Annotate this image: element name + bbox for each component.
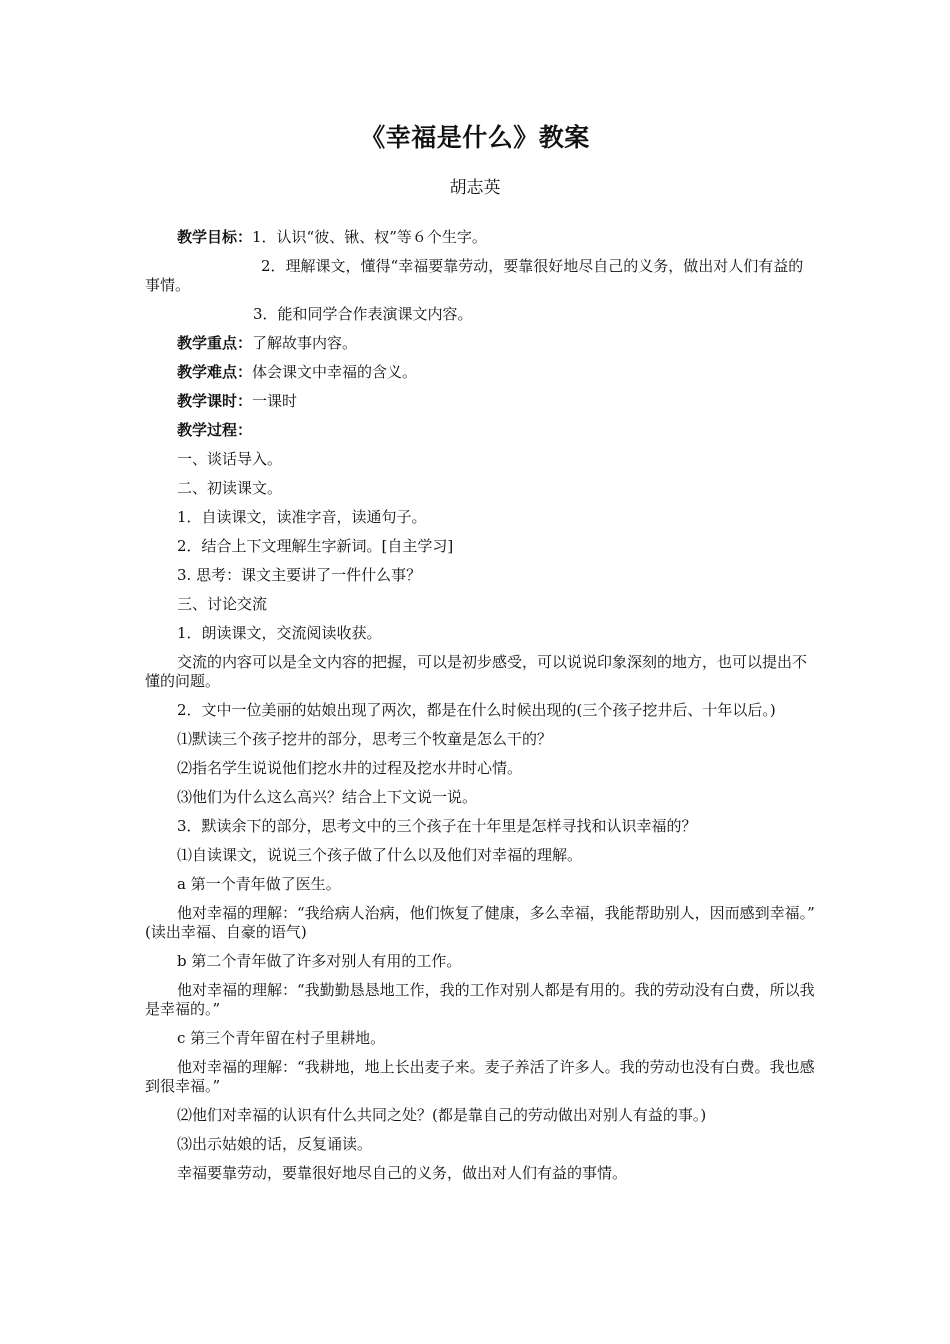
key-point — [145, 334, 815, 353]
process-label: 教学过程： — [177, 421, 253, 439]
process-paragraph: ⑴默读三个孩子挖井的部分，思考三个牧童是怎么干的？ — [177, 730, 553, 748]
process-heading — [145, 421, 815, 440]
process-paragraph: 3. 思考：课文主要讲了一件什么事？ — [177, 566, 422, 584]
process-paragraph: 一、谈话导入。 — [177, 450, 283, 468]
process-paragraph: b 第二个青年做了许多对别人有用的工作。 — [177, 952, 462, 970]
teaching-goal-3: 3．能和同学合作表演课文内容。 — [253, 305, 473, 323]
difficulty-text: 体会课文中幸福的含义。 — [252, 363, 418, 381]
document-title: 《幸福是什么》教案 — [360, 123, 590, 152]
process-paragraph: 他对幸福的理解：“我耕地，地上长出麦子来。麦子养活了许多人。我的劳动也没有白费。我也感到很幸福。” — [145, 1058, 815, 1095]
hours-label: 教学课时： — [177, 392, 253, 410]
author-name: 胡志英 — [449, 178, 501, 198]
process-paragraph: 3．默读余下的部分，思考文中的三个孩子在十年里是怎样寻找和认识幸福的？ — [177, 817, 697, 835]
process-paragraph: 交流的内容可以是全文内容的把握，可以是初步感受，可以说说印象深刻的地方，也可以提出不懂的问题。 — [145, 653, 808, 690]
process-paragraph: 他对幸福的理解：“我给病人治病，他们恢复了健康，多么幸福，我能帮助别人，因而感到幸福。” (读出幸福、自豪的语气) — [145, 904, 815, 941]
process-paragraph: ⑵指名学生说说他们挖水井的过程及挖水井时心情。 — [177, 759, 523, 777]
process-paragraph: 幸福要靠劳动，要靠很好地尽自己的义务，做出对人们有益的事情。 — [177, 1164, 628, 1182]
difficulty — [145, 363, 815, 382]
goal-item-1: 1．认识“彼、锹、杈”等６个生字。 — [252, 228, 487, 246]
goals-label: 教学目标： — [177, 228, 253, 246]
process-paragraph: ⑴自读课文，说说三个孩子做了什么以及他们对幸福的理解。 — [177, 846, 583, 864]
key-point-text: 了解故事内容。 — [252, 334, 358, 352]
process-paragraph: ⑶出示姑娘的话，反复诵读。 — [177, 1135, 373, 1153]
class-hours — [145, 392, 815, 411]
process-paragraph: ⑶他们为什么这么高兴？结合上下文说一说。 — [177, 788, 478, 806]
difficulty-label: 教学难点： — [177, 363, 253, 381]
process-paragraph: a 第一个青年做了医生。 — [177, 875, 341, 893]
lesson-plan-body — [145, 228, 815, 1193]
process-paragraph: 三、讨论交流 — [177, 595, 268, 613]
process-paragraph: 二、初读课文。 — [177, 479, 283, 497]
process-paragraph: 1．朗读课文，交流阅读收获。 — [177, 624, 382, 642]
process-paragraph: ⑵他们对幸福的认识有什么共同之处？(都是靠自己的劳动做出对别人有益的事。) — [177, 1106, 707, 1124]
teaching-goal-2: 2．理解课文，懂得“幸福要靠劳动，要靠很好地尽自己的义务，做出对人们有益的事情。 — [145, 257, 804, 294]
teaching-goal-1 — [145, 228, 815, 247]
process-paragraph: 2．结合上下文理解生字新词。[自主学习] — [177, 537, 454, 555]
key-point-label: 教学重点： — [177, 334, 253, 352]
process-paragraph: c 第三个青年留在村子里耕地。 — [177, 1029, 386, 1047]
process-paragraph: 1．自读课文，读准字音，读通句子。 — [177, 508, 427, 526]
process-paragraph: 2．文中一位美丽的姑娘出现了两次，都是在什么时候出现的(三个孩子挖井后、十年以后。) — [177, 701, 776, 719]
process-paragraph: 他对幸福的理解：“我勤勤恳恳地工作，我的工作对别人都是有用的。我的劳动没有白费，所以我是幸福的。” — [145, 981, 815, 1018]
hours-text: 一课时 — [252, 392, 298, 410]
